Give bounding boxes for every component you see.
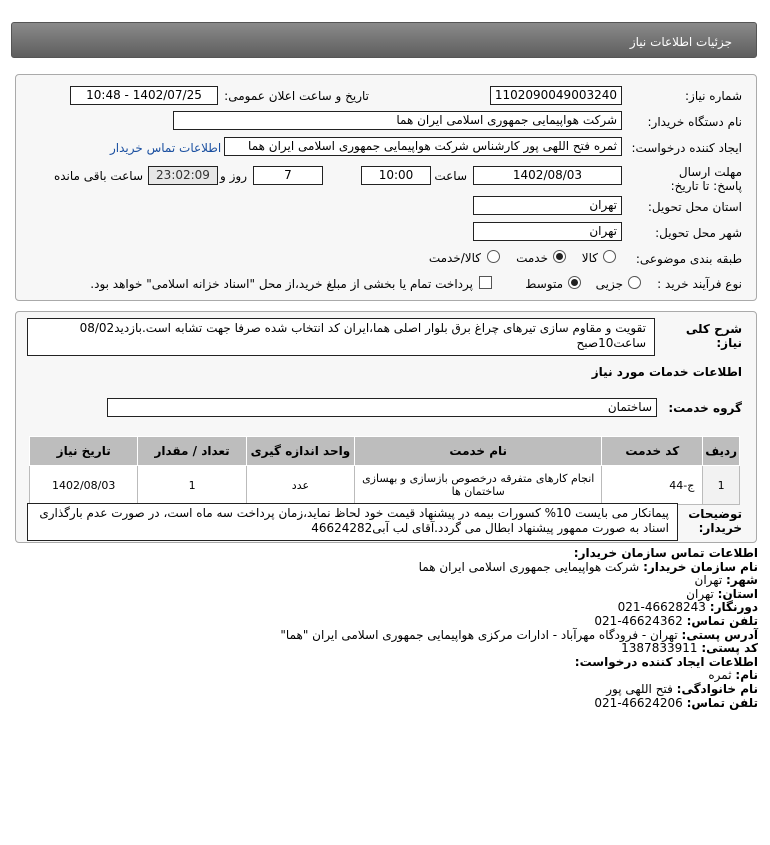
- category-option-service: خدمت: [516, 251, 548, 265]
- phone-label: تلفن تماس:: [686, 613, 758, 628]
- name-value: ثمره: [708, 668, 732, 683]
- category-option-goods: کالا: [581, 251, 598, 265]
- announce-field[interactable]: 1402/07/25 - 10:48: [70, 86, 218, 105]
- services-table-header: [30, 437, 740, 466]
- cell-name: انجام کارهای متفرقه درخصوص بازسازی و بهسازی ساختمان ها: [355, 466, 602, 505]
- cell-row: 1: [703, 466, 740, 505]
- creator-info-title: اطلاعات ایجاد کننده درخواست:: [574, 654, 758, 669]
- province-field[interactable]: تهران: [473, 196, 622, 215]
- cell-code: ج-44: [602, 466, 703, 505]
- category-option-goods-service: کالا/خدمت: [428, 251, 481, 265]
- days-field[interactable]: 7: [253, 166, 323, 185]
- buyer-org-label: نام دستگاه خریدار:: [647, 115, 742, 129]
- org-label: نام سازمان خریدار:: [643, 559, 758, 574]
- buyer-contact-link[interactable]: اطلاعات تماس خریدار: [110, 141, 222, 155]
- province-contact-label: استان:: [717, 586, 758, 601]
- service-group-field[interactable]: ساختمان: [107, 398, 657, 417]
- creator-phone-value: 46624206-021: [594, 695, 683, 710]
- col-code: کد خدمت: [602, 437, 703, 466]
- org-value: شرکت هواپیمایی جمهوری اسلامی ایران هما: [418, 559, 640, 574]
- name-label: نام:: [735, 668, 758, 683]
- treasury-payment-note: پرداخت تمام یا بخشی از مبلغ خرید،از محل "اسناد خزانه اسلامی" خواهد بود.: [90, 277, 473, 291]
- process-radio-minor[interactable]: [628, 276, 641, 289]
- table-row: [30, 466, 740, 505]
- city-contact-label: شهر:: [726, 573, 758, 588]
- creator-phone-label: تلفن تماس:: [686, 695, 758, 710]
- process-radio-medium[interactable]: [568, 276, 581, 289]
- buyer-notes-label: توضیحات خریدار:: [688, 507, 742, 535]
- postal-label: کد پستی:: [701, 641, 758, 656]
- description-text: تقویت و مقاوم سازی تیرهای چراغ برق بلوار اصلی هما،ایران کد انتخاب شده صرفا جهت تشابه است.بازدید08/02 ساعت10صبح: [27, 318, 655, 356]
- province-contact-value: تهران: [686, 586, 714, 601]
- province-label: استان محل تحویل:: [647, 200, 742, 214]
- remaining-time-field: 23:02:09: [148, 166, 218, 185]
- phone-value: 46624362-021: [594, 613, 683, 628]
- city-field[interactable]: تهران: [473, 222, 622, 241]
- city-label: شهر محل تحویل:: [655, 226, 742, 240]
- fax-value: 46628243-021: [617, 600, 706, 615]
- city-contact-value: تهران: [694, 573, 723, 588]
- buyer-org-field[interactable]: شرکت هواپیمایی جمهوری اسلامی ایران هما: [173, 111, 622, 130]
- services-section-title: اطلاعات خدمات مورد نیاز: [591, 365, 742, 379]
- col-qty: تعداد / مقدار: [138, 437, 246, 466]
- remaining-label: ساعت باقی مانده: [53, 169, 143, 183]
- category-radio-goods-service[interactable]: [487, 250, 500, 263]
- cell-date: 1402/08/03: [30, 466, 138, 505]
- buyer-notes-text: پیمانکار می بایست 10% کسورات بیمه در پیشنهاد قیمت خود لحاظ نماید،زمان پرداخت سه ماه است، در صورت عدم بارگذاری اسناد به صورت ممهور پیشنهاد ابطال می گردد.آقای لب آبی46624282: [27, 503, 678, 541]
- postal-value: 1387833911: [621, 641, 698, 656]
- contact-info: [18, 547, 758, 710]
- category-radio-goods[interactable]: [603, 250, 616, 263]
- address-value: تهران - فرودگاه مهرآباد - ادارات مرکزی هواپیمایی جمهوری اسلامی ایران "هما": [280, 627, 678, 642]
- page-title: جزئیات اطلاعات نیاز: [629, 35, 732, 49]
- service-group-label: گروه خدمت:: [668, 401, 742, 415]
- col-unit: واحد اندازه گیری: [246, 437, 354, 466]
- creator-field[interactable]: ثمره فتح اللهی پور کارشناس شرکت هواپیمایی جمهوری اسلامی ایران هما: [224, 137, 622, 156]
- cell-unit: عدد: [246, 466, 354, 505]
- family-label: نام خانوادگی:: [676, 681, 758, 696]
- treasury-payment-checkbox[interactable]: [479, 276, 492, 289]
- need-number-field[interactable]: 1102090049003240: [490, 86, 622, 105]
- days-label: روز و: [220, 169, 247, 183]
- process-option-medium: متوسط: [525, 277, 563, 291]
- creator-label: ایجاد کننده درخواست:: [631, 141, 742, 155]
- deadline-date-field[interactable]: 1402/08/03: [473, 166, 622, 185]
- contact-title: اطلاعات تماس سازمان خریدار:: [573, 546, 758, 560]
- address-label: آدرس پستی:: [681, 627, 758, 642]
- process-option-minor: جزیی: [595, 277, 623, 291]
- col-row: ردیف: [703, 437, 740, 466]
- deadline-time-label: ساعت: [434, 169, 467, 183]
- col-name: نام خدمت: [355, 437, 602, 466]
- need-info-panel: [15, 74, 757, 301]
- fax-label: دورنگار:: [709, 600, 758, 615]
- need-number-label: شماره نیاز:: [685, 89, 742, 103]
- deadline-time-field[interactable]: 10:00: [361, 166, 431, 185]
- category-radio-service[interactable]: [553, 250, 566, 263]
- process-label: نوع فرآیند خرید :: [657, 277, 742, 291]
- page-header: [11, 22, 757, 58]
- category-label: طبقه بندی موضوعی:: [635, 252, 742, 266]
- family-value: فتح اللهی پور: [606, 681, 673, 696]
- cell-qty: 1: [138, 466, 246, 505]
- col-date: تاریخ نیاز: [30, 437, 138, 466]
- announce-label: تاریخ و ساعت اعلان عمومی:: [224, 89, 369, 103]
- description-label: شرح کلی نیاز:: [685, 322, 742, 350]
- services-table: [29, 436, 740, 505]
- deadline-label: مهلت ارسال پاسخ: تا تاریخ:: [670, 165, 742, 193]
